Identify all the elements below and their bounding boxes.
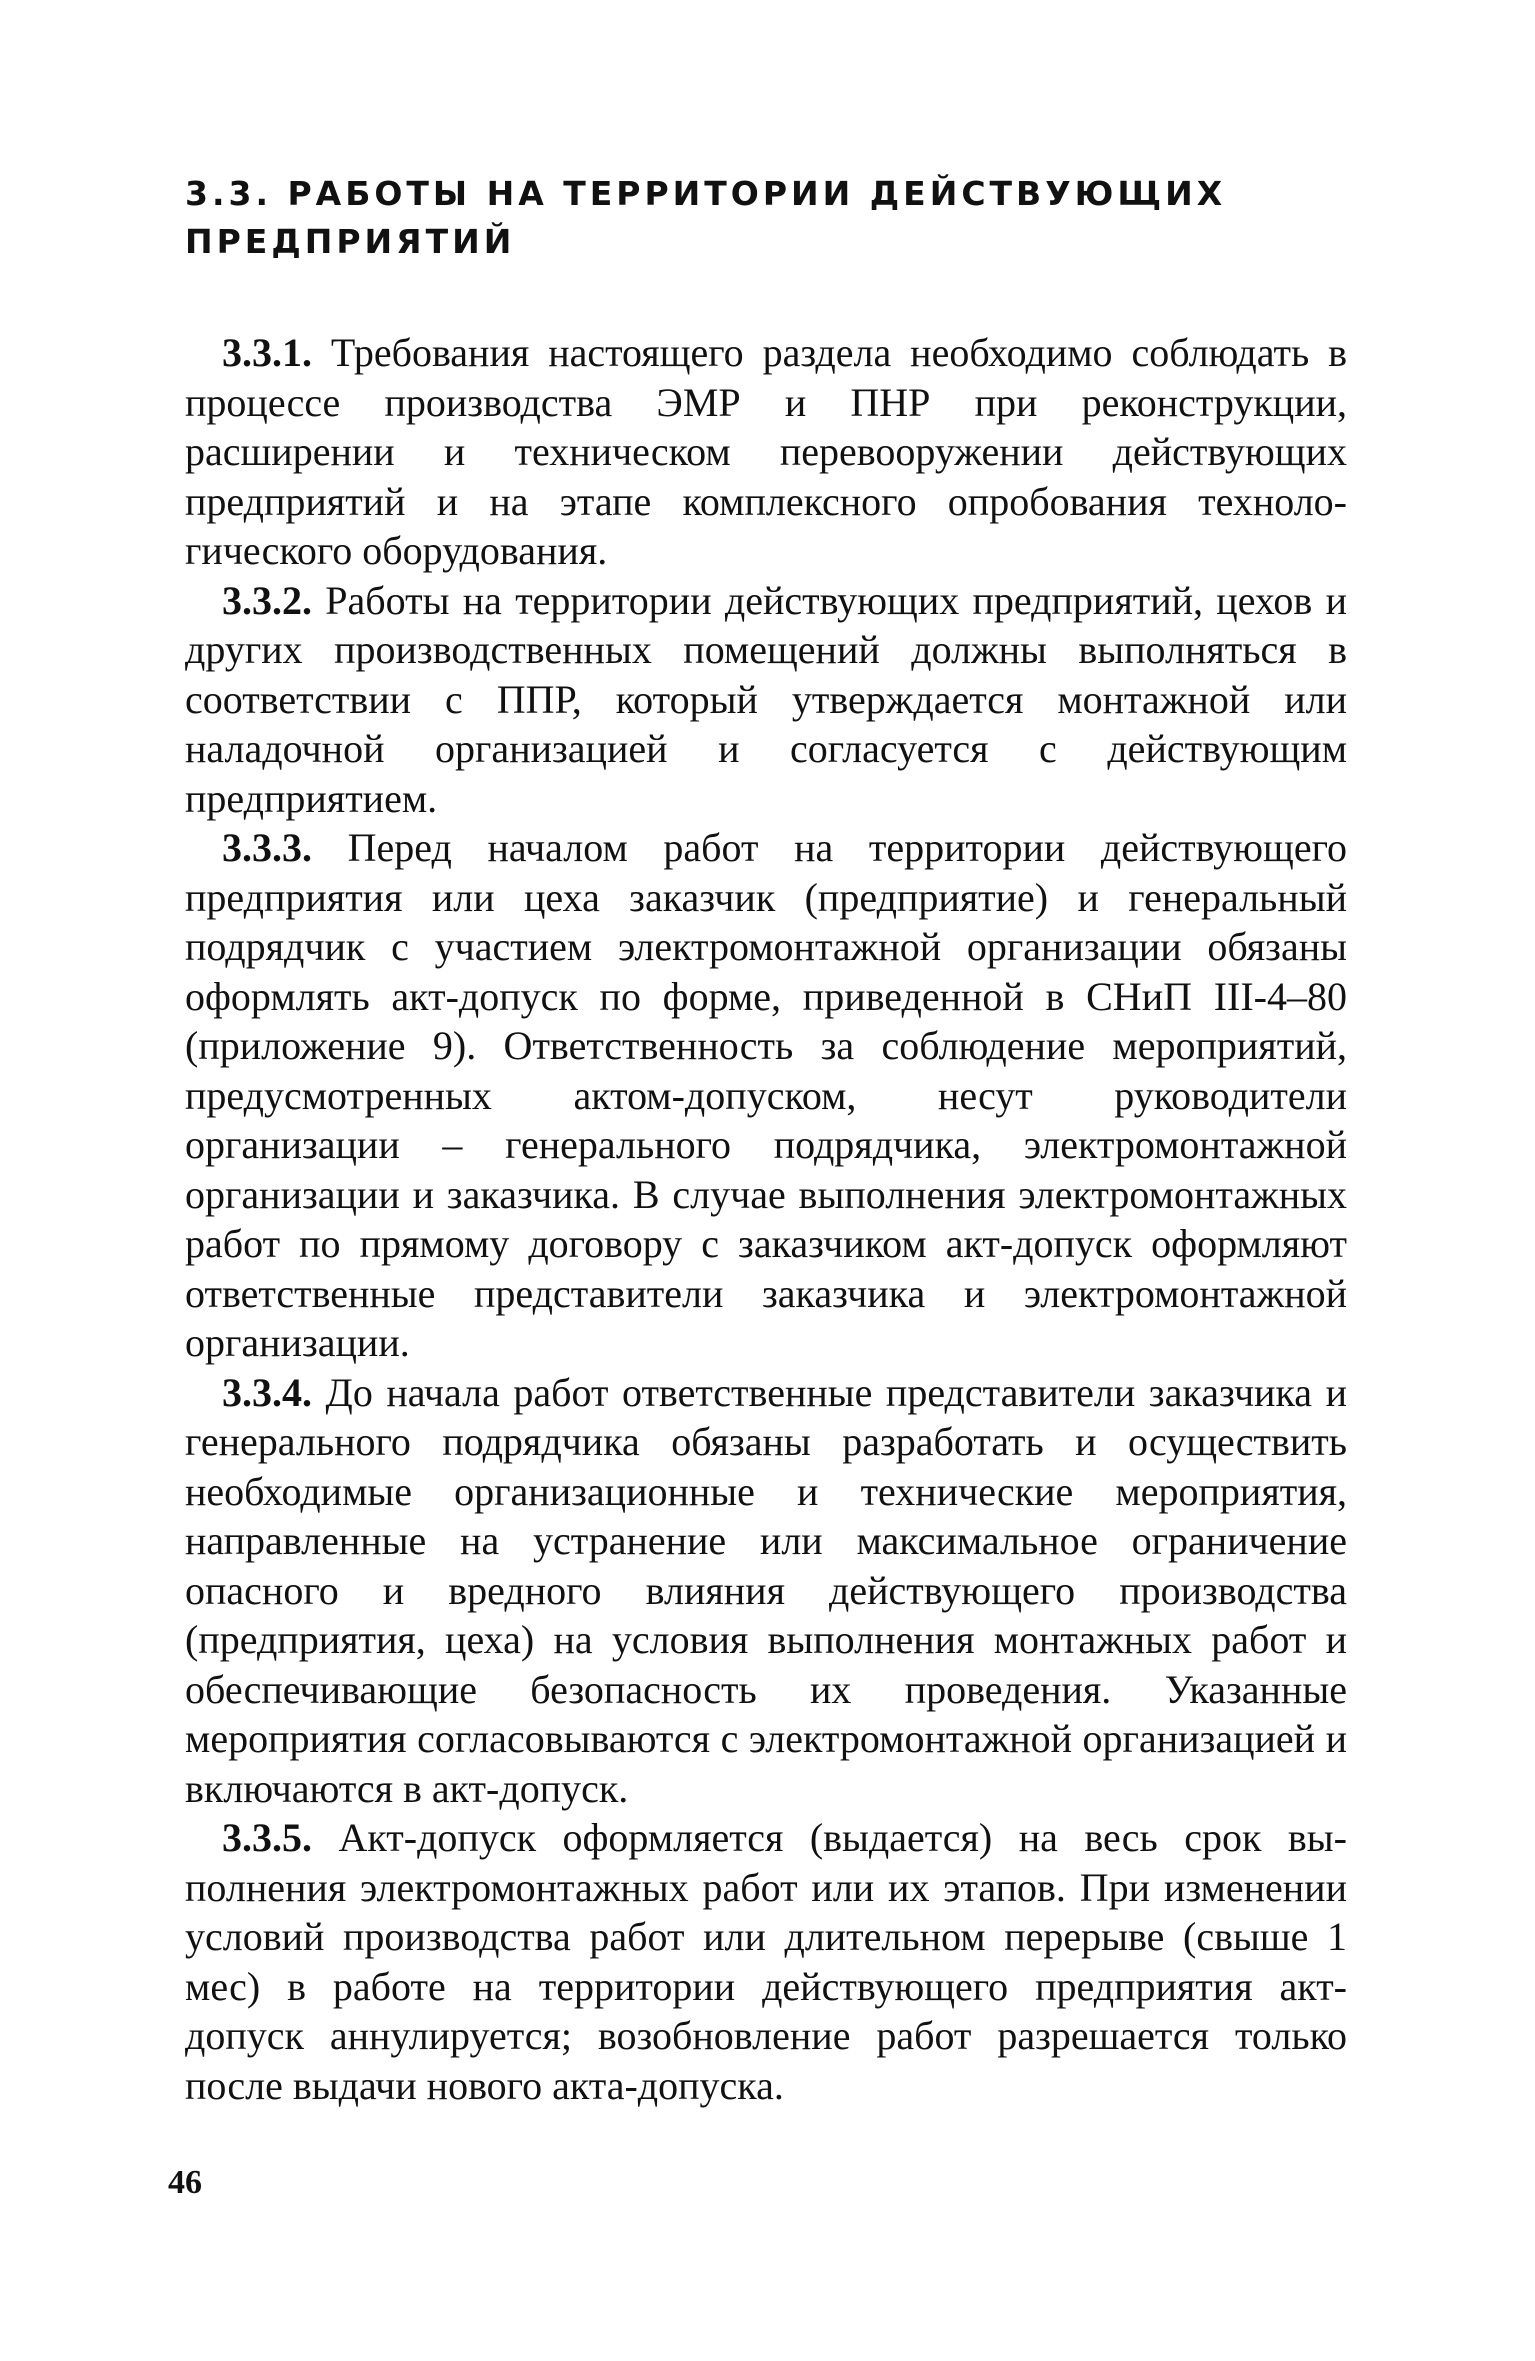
paragraph-3-3-2 <box>185 576 1347 824</box>
paragraph-3-3-5 <box>185 1813 1347 2110</box>
paragraph-3-3-1 <box>185 328 1347 576</box>
paragraph-number: 3.3.3. <box>222 825 312 870</box>
paragraph-text: До начала работ ответственные представители заказчика и генерального подрядчика обязаны разработать и осуществить необходимые организационные и технические мероприятия, направленные на устранение или максимальное ограничение опасного и вредного влияния действующего производства (предприятия, цеха) на условия выполнения монтажных работ и обеспечивающие безопасность их проведения. Указанные мероприятия согласовываются с электромонтажной организацией и включаются в акт-допуск. <box>185 1369 1347 1811</box>
paragraph-text: Перед началом работ на территории действующего предприятия или цеха заказчик (предприятие) и генеральный подрядчик с участием электромонтажной организации обязаны оформлять акт-допуск по форме, приведенной в СНиП III-4–80 (приложение 9). Ответственность за соблюдение мероприятий, предусмотренных актом-допуском, несут руководители организации – генерального подрядчика, электромонтажной организации и заказчика. В случае выполнения электромонтажных работ по прямому договору с заказчиком акт-допуск оформляют ответственные представители заказчика и электромонтажной организации. <box>185 825 1347 1365</box>
section-heading <box>185 170 1347 266</box>
paragraph-number: 3.3.1. <box>222 330 312 375</box>
document-page <box>185 170 1347 2110</box>
page-number: 46 <box>168 2164 202 2201</box>
section-heading-line-2: ПРЕДПРИЯТИЙ <box>185 222 516 261</box>
paragraph-number: 3.3.4. <box>222 1369 312 1415</box>
paragraph-3-3-3 <box>185 823 1347 1368</box>
paragraph-number: 3.3.5. <box>222 1815 312 1860</box>
paragraph-text: Акт-допуск оформляется (выдается) на весь срок выполнения электромонтажных работ или их этапов. При изменении условий производства работ или длительном перерыве (свыше 1 мес) в работе на территории действующего предприятия акт-допуск аннулируется; возобновление работ разрешается только после выдачи нового акта-допуска. <box>185 1815 1347 2108</box>
paragraph-3-3-4 <box>185 1368 1347 1814</box>
section-heading-line-1: 3.3. РАБОТЫ НА ТЕРРИТОРИИ ДЕЙСТВУЮЩИХ <box>185 174 1227 213</box>
paragraph-text: Работы на территории действующих предприятий, цехов и других производственных помещений должны выполняться в соответствии с ППР, который утверждается монтажной или наладочной организацией и согласуется с действующим предприятием. <box>185 577 1347 821</box>
paragraph-number: 3.3.2. <box>222 577 312 623</box>
paragraph-text: Требования настоящего раздела необходимо соблюдать в процессе производства ЭМР и ПНР при реконструкции, расширении и техническом перевооружении действующих предприятий и на этапе комплексного опробования технологического оборудования. <box>185 330 1347 573</box>
